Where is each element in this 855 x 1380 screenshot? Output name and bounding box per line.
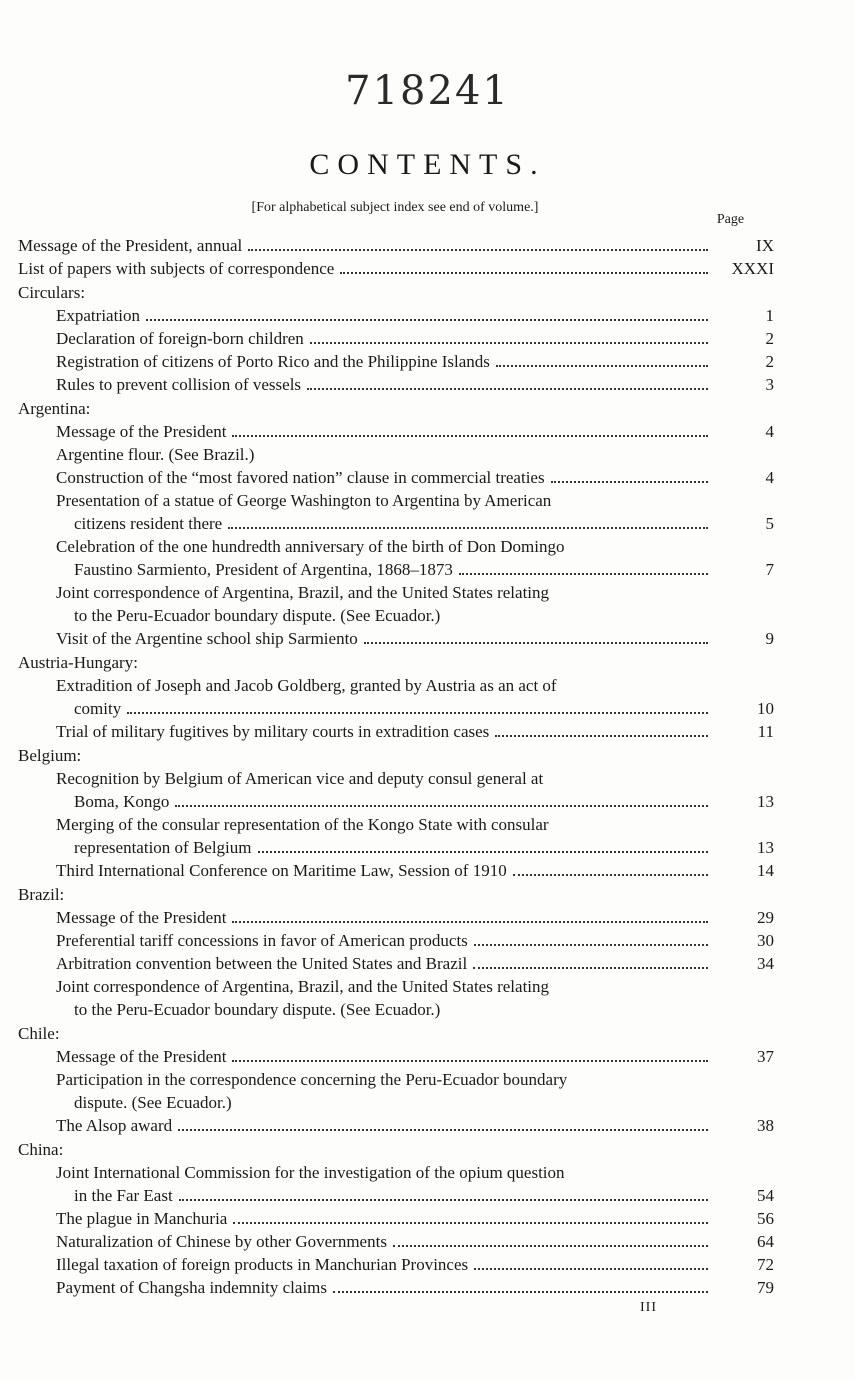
toc-entry: [18, 1253, 778, 1276]
toc-entry-title: Participation in the correspondence concerning the Peru-Ecuador boundary: [56, 1070, 568, 1089]
toc-entry: [18, 1276, 778, 1299]
toc-entry-title: Joint correspondence of Argentina, Brazil, and the United States relating: [56, 583, 550, 602]
table-of-contents: [18, 234, 778, 1299]
toc-page-number: 13: [757, 838, 774, 857]
toc-page-number: IX: [756, 236, 774, 255]
toc-entry-title: Message of the President: [56, 908, 227, 927]
toc-page-number: 29: [757, 908, 774, 927]
page-folio: III: [640, 1300, 657, 1315]
toc-entry-title: Expatriation: [56, 306, 141, 325]
dot-leader: [179, 1199, 708, 1201]
toc-page-number: 10: [757, 699, 774, 718]
dot-leader: [175, 805, 708, 807]
dot-leader: [233, 1222, 708, 1224]
toc-entry: [18, 1045, 778, 1068]
toc-entry: [18, 257, 778, 280]
toc-category: Circulars:: [18, 283, 86, 302]
toc-page-number: 72: [757, 1255, 774, 1274]
dot-leader: [146, 319, 708, 321]
toc-entry: [18, 489, 778, 535]
toc-entry: [18, 929, 778, 952]
toc-entry-title: List of papers with subjects of correspondence: [18, 259, 335, 278]
toc-page-number: 30: [757, 931, 774, 950]
dot-leader: [228, 527, 708, 529]
toc-page-number: 54: [757, 1186, 774, 1205]
toc-entry: [18, 373, 778, 396]
toc-entry-title: Joint correspondence of Argentina, Brazil, and the United States relating: [56, 977, 550, 996]
toc-entry-continuation: citizens resident there: [74, 514, 223, 533]
toc-page-number: 3: [765, 375, 774, 394]
index-note: [For alphabetical subject index see end of volume.]: [251, 200, 539, 215]
toc-entry-title: Argentine flour. (See Brazil.): [56, 445, 255, 464]
dot-leader: [474, 1268, 708, 1270]
toc-entry: [18, 1230, 778, 1253]
toc-entry: [18, 466, 778, 489]
toc-page-number: 38: [757, 1116, 774, 1135]
dot-leader: [393, 1245, 708, 1247]
toc-entry-title: Trial of military fugitives by military courts in extradition cases: [56, 722, 490, 741]
toc-entry-title: Third International Conference on Maritime Law, Session of 1910: [56, 861, 507, 880]
dot-leader: [474, 944, 708, 946]
toc-entry-continuation: to the Peru-Ecuador boundary dispute. (See Ecuador.): [74, 1000, 441, 1019]
page-title: CONTENTS.: [309, 148, 546, 181]
toc-category: China:: [18, 1140, 64, 1159]
toc-page-number: 64: [757, 1232, 774, 1251]
toc-entry-title: Rules to prevent collision of vessels: [56, 375, 302, 394]
toc-entry: [18, 535, 778, 581]
page-column-label: Page: [716, 212, 745, 227]
toc-page-number: 4: [765, 422, 774, 441]
toc-entry: [18, 859, 778, 882]
toc-entry: [18, 813, 778, 859]
toc-entry: [18, 420, 778, 443]
toc-entry-continuation: representation of Belgium: [74, 838, 252, 857]
dot-leader: [495, 735, 708, 737]
toc-entry: [18, 952, 778, 975]
dot-leader: [473, 967, 708, 969]
toc-entry-title: Illegal taxation of foreign products in Manchurian Provinces: [56, 1255, 469, 1274]
toc-entry-continuation: comity: [74, 699, 122, 718]
toc-entry-continuation: in the Far East: [74, 1186, 173, 1205]
dot-leader: [232, 1060, 708, 1062]
toc-entry: [18, 234, 778, 257]
toc-page-number: 1: [765, 306, 774, 325]
toc-entry: [18, 443, 778, 466]
toc-entry-title: Message of the President, annual: [18, 236, 243, 255]
toc-entry: [18, 304, 778, 327]
toc-page-number: 37: [757, 1047, 774, 1066]
toc-page-number: 5: [765, 514, 774, 533]
toc-entry-title: Construction of the “most favored nation” clause in commercial treaties: [56, 468, 545, 487]
toc-entry: [18, 975, 778, 1021]
dot-leader: [513, 874, 708, 876]
toc-entry-title: Naturalization of Chinese by other Governments: [56, 1232, 387, 1251]
volume-stamp-number: 718241: [345, 68, 510, 114]
toc-entry-title: Extradition of Joseph and Jacob Goldberg, granted by Austria as an act of: [56, 676, 557, 695]
toc-entry: [18, 767, 778, 813]
toc-entry-title: The Alsop award: [56, 1116, 173, 1135]
dot-leader: [248, 249, 708, 251]
toc-entry-title: Celebration of the one hundredth anniversary of the birth of Don Domingo: [56, 537, 565, 556]
toc-entry-continuation: dispute. (See Ecuador.): [74, 1093, 232, 1112]
toc-entry: [18, 674, 778, 720]
dot-leader: [127, 712, 708, 714]
toc-page-number: XXXI: [731, 259, 774, 278]
dot-leader: [364, 642, 708, 644]
toc-page-number: 7: [765, 560, 774, 579]
toc-page-number: 14: [757, 861, 774, 880]
toc-category: Austria-Hungary:: [18, 653, 138, 672]
toc-page-number: 56: [757, 1209, 774, 1228]
toc-entry-title: Message of the President: [56, 422, 227, 441]
dot-leader: [232, 921, 708, 923]
dot-leader: [178, 1129, 708, 1131]
toc-entry-title: Merging of the consular representation of the Kongo State with consular: [56, 815, 549, 834]
dot-leader: [459, 573, 708, 575]
toc-page-number: 79: [757, 1278, 774, 1297]
toc-entry: [18, 327, 778, 350]
dot-leader: [340, 272, 708, 274]
toc-entry-title: The plague in Manchuria: [56, 1209, 228, 1228]
toc-entry-title: Arbitration convention between the United States and Brazil: [56, 954, 468, 973]
toc-entry: [18, 906, 778, 929]
toc-entry-continuation: Boma, Kongo: [74, 792, 170, 811]
toc-page-number: 2: [765, 329, 774, 348]
toc-category: Brazil:: [18, 885, 65, 904]
toc-entry: [18, 1068, 778, 1114]
toc-entry: [18, 1207, 778, 1230]
toc-category: Belgium:: [18, 746, 82, 765]
toc-entry-continuation: to the Peru-Ecuador boundary dispute. (See Ecuador.): [74, 606, 441, 625]
dot-leader: [232, 435, 708, 437]
toc-page-number: 13: [757, 792, 774, 811]
toc-entry: [18, 720, 778, 743]
dot-leader: [258, 851, 708, 853]
toc-page-number: 4: [765, 468, 774, 487]
dot-leader: [551, 481, 708, 483]
dot-leader: [310, 342, 708, 344]
toc-entry: [18, 627, 778, 650]
toc-entry-title: Visit of the Argentine school ship Sarmiento: [56, 629, 358, 648]
toc-entry-title: Registration of citizens of Porto Rico and the Philippine Islands: [56, 352, 490, 371]
toc-entry-title: Joint International Commission for the investigation of the opium question: [56, 1163, 565, 1182]
dot-leader: [496, 365, 708, 367]
toc-page-number: 11: [757, 722, 774, 741]
toc-entry-title: Recognition by Belgium of American vice and deputy consul general at: [56, 769, 544, 788]
toc-entry-title: Preferential tariff concessions in favor of American products: [56, 931, 468, 950]
toc-entry-title: Declaration of foreign-born children: [56, 329, 304, 348]
toc-category: Chile:: [18, 1024, 60, 1043]
toc-page-number: 2: [765, 352, 774, 371]
toc-page-number: 34: [757, 954, 774, 973]
toc-entry-title: Payment of Changsha indemnity claims: [56, 1278, 328, 1297]
toc-page-number: 9: [765, 629, 774, 648]
toc-entry-continuation: Faustino Sarmiento, President of Argentina, 1868–1873: [74, 560, 453, 579]
toc-entry-title: Presentation of a statue of George Washington to Argentina by American: [56, 491, 552, 510]
toc-entry: [18, 1114, 778, 1137]
toc-entry: [18, 581, 778, 627]
toc-category: Argentina:: [18, 399, 91, 418]
toc-entry: [18, 1161, 778, 1207]
dot-leader: [307, 388, 708, 390]
toc-entry: [18, 350, 778, 373]
toc-entry-title: Message of the President: [56, 1047, 227, 1066]
dot-leader: [333, 1291, 708, 1293]
